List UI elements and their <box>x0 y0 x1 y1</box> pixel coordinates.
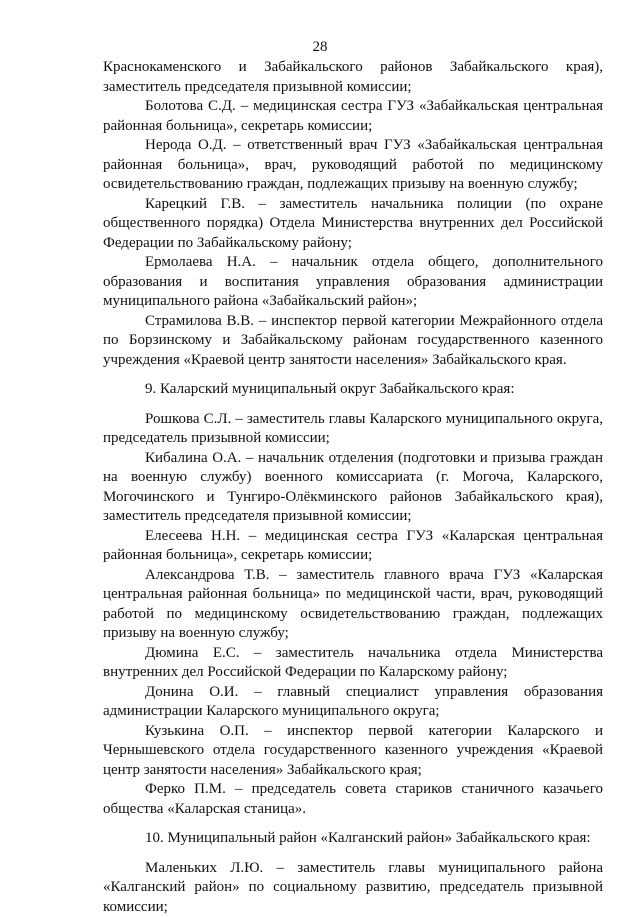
member-entry-ferko: Ферко П.М. – председатель совета стариков станичного казачьего общества «Каларская станица». <box>103 780 603 819</box>
member-entry-aleksandrova: Александрова Т.В. – заместитель главного врача ГУЗ «Каларская центральная районная больница» по медицинской части, врач, руководящий работой по медицинскому освидетельствованию граждан, подлежащих призыву на военную службу; <box>103 566 603 644</box>
member-entry-stramilova: Страмилова В.В. – инспектор первой категории Межрайонного отдела по Борзинскому и Забайкальскому районам государственного казенного учреждения «Краевой центр занятости населения» Забайкальского края. <box>103 312 603 371</box>
document-body <box>103 58 603 917</box>
member-entry-kareckiy: Карецкий Г.В. – заместитель начальника полиции (по охране общественного порядка) Отдела Министерства внутренних дел Российской Федерации по Забайкальскому району; <box>103 195 603 254</box>
member-entry-bolotova: Болотова С.Д. – медицинская сестра ГУЗ «Забайкальская центральная районная больница», секретарь комиссии; <box>103 97 603 136</box>
member-entry-dyumina: Дюмина Е.С. – заместитель начальника отдела Министерства внутренних дел Российской Федерации по Каларскому району; <box>103 644 603 683</box>
paragraph-continuation: Краснокаменского и Забайкальского районов Забайкальского края), заместитель председателя призывной комиссии; <box>103 58 603 97</box>
page-number: 28 <box>0 38 640 56</box>
member-entry-neroda: Нерода О.Д. – ответственный врач ГУЗ «Забайкальская центральная районная больница», врач, руководящий работой по медицинскому освидетельствованию граждан, подлежащих призыву на военную службу; <box>103 136 603 195</box>
member-entry-malenkikh: Маленьких Л.Ю. – заместитель главы муниципального района «Калганский район» по социальному развитию, председатель призывной комиссии; <box>103 859 603 917</box>
member-entry-kuzkina: Кузькина О.П. – инспектор первой категории Каларского и Чернышевского отдела государственного казенного учреждения «Краевой центр занятости населения» Забайкальского края; <box>103 722 603 781</box>
section-9-heading: 9. Каларский муниципальный округ Забайкальского края: <box>103 380 603 400</box>
member-entry-eleseeva: Елесеева Н.Н. – медицинская сестра ГУЗ «Каларская центральная районная больница», секретарь комиссии; <box>103 527 603 566</box>
member-entry-donina: Донина О.И. – главный специалист управления образования администрации Каларского муниципального округа; <box>103 683 603 722</box>
member-entry-roshkova: Рошкова С.Л. – заместитель главы Каларского муниципального округа, председатель призывной комиссии; <box>103 410 603 449</box>
member-entry-kibalina: Кибалина О.А. – начальник отделения (подготовки и призыва граждан на военную службу) военного комиссариата (г. Могоча, Каларского, Могочинского и Тунгиро-Олёкминского районов Забайкальского края), заместитель председателя призывной комиссии; <box>103 449 603 527</box>
section-10-heading: 10. Муниципальный район «Калганский район» Забайкальского края: <box>103 829 603 849</box>
member-entry-ermolaeva: Ермолаева Н.А. – начальник отдела общего, дополнительного образования и воспитания управления образования администрации муниципального района «Забайкальский район»; <box>103 253 603 312</box>
